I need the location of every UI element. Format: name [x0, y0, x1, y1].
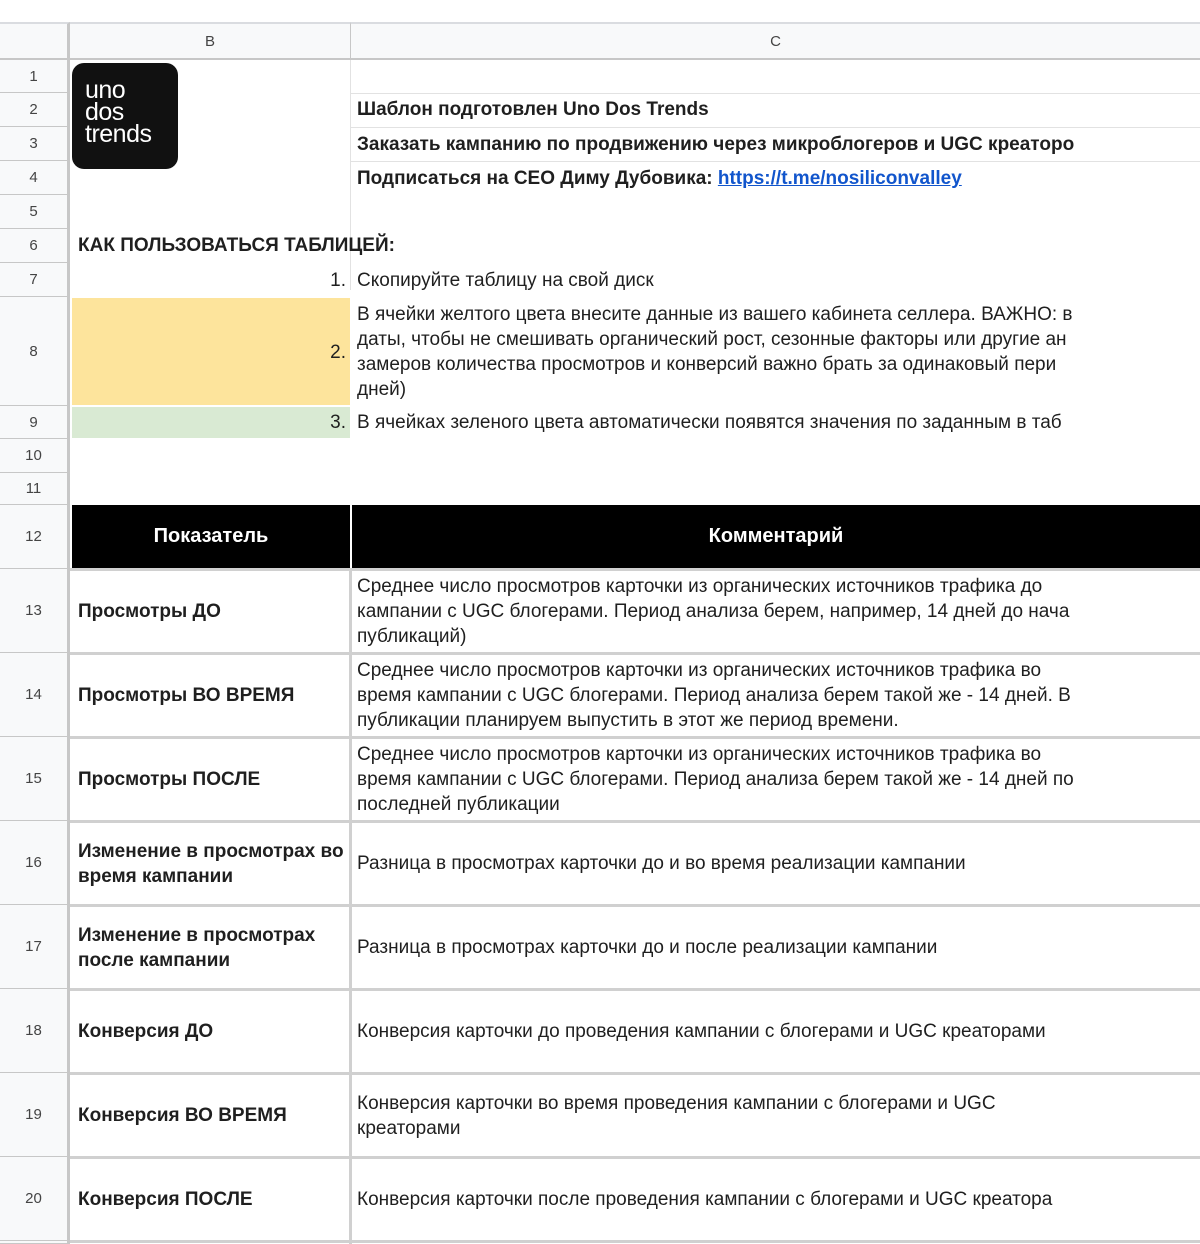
- row-divider: [70, 1240, 1200, 1243]
- row-header[interactable]: 10: [0, 439, 70, 473]
- metric-cell[interactable]: Изменение в просмотрах после кампании: [78, 924, 316, 971]
- metric-cell[interactable]: Просмотры ВО ВРЕМЯ: [78, 685, 295, 706]
- row-header[interactable]: 6: [0, 229, 70, 263]
- row-header[interactable]: 5: [0, 195, 70, 229]
- step-text: Скопируйте таблицу на свой диск: [357, 270, 654, 291]
- telegram-link[interactable]: https://t.me/nosiliconvalley: [717, 168, 962, 189]
- metric-cell[interactable]: Просмотры ПОСЛЕ: [78, 769, 261, 790]
- row-header[interactable]: 7: [0, 263, 70, 297]
- row-header[interactable]: 17: [0, 905, 70, 989]
- metric-cell[interactable]: Просмотры ДО: [78, 601, 221, 622]
- step-number: 2.: [330, 342, 346, 363]
- step-text: замеров количества просмотров и конверсий важно брать за одинаковый пери: [357, 354, 1057, 375]
- howto-title: КАК ПОЛЬЗОВАТЬСЯ ТАБЛИЦЕЙ:: [78, 235, 395, 256]
- gridline: [350, 161, 1200, 162]
- comment-cell[interactable]: Среднее число просмотров карточки из органических источников трафика до кампании с UGC блогерами. Период анализа берем, например, 14 дней до нача публикаций): [357, 576, 1070, 647]
- row-header[interactable]: 4: [0, 161, 70, 195]
- row-header[interactable]: 19: [0, 1073, 70, 1157]
- comment-cell[interactable]: Конверсия карточки до проведения кампании с блогерами и UGC креаторами: [357, 1021, 1046, 1042]
- comment-cell[interactable]: Конверсия карточки во время проведения кампании с блогерами и UGC креаторами: [357, 1092, 996, 1139]
- metric-cell[interactable]: Конверсия ВО ВРЕМЯ: [78, 1105, 287, 1126]
- row-header[interactable]: 3: [0, 127, 70, 161]
- row-header[interactable]: 11: [0, 473, 70, 505]
- row-header[interactable]: 15: [0, 737, 70, 821]
- comment-cell[interactable]: Среднее число просмотров карточки из органических источников трафика во время кампании с UGC блогерами. Период анализа берем такой же - 14 дней по последней публикации: [357, 744, 1074, 815]
- row-header[interactable]: 14: [0, 653, 70, 737]
- table-header-comment[interactable]: Комментарий: [352, 505, 1200, 568]
- step-text: даты, чтобы не смешивать органический рост, сезонные факторы или другие ан: [357, 329, 1067, 350]
- order-campaign-text: Заказать кампанию по продвижению через микроблогеров и UGC креаторо: [357, 134, 1075, 155]
- row-header[interactable]: 8: [0, 297, 70, 406]
- row-header[interactable]: 16: [0, 821, 70, 905]
- row-header[interactable]: 2: [0, 93, 70, 127]
- row-header[interactable]: 12: [0, 505, 70, 569]
- column-header-b[interactable]: B: [70, 22, 351, 60]
- column-header-c[interactable]: C: [351, 22, 1200, 60]
- row-header[interactable]: 9: [0, 406, 70, 439]
- gridline: [350, 127, 1200, 128]
- row-header[interactable]: 13: [0, 569, 70, 653]
- comment-cell[interactable]: Среднее число просмотров карточки из органических источников трафика во время кампании с UGC блогерами. Период анализа берем такой же - 14 дней. В публикации планируем выпустить в этот же период времени.: [357, 660, 1071, 731]
- step-text: В ячейки желтого цвета внесите данные из вашего кабинета селлера. ВАЖНО: в: [357, 304, 1073, 325]
- select-all-corner[interactable]: [0, 22, 70, 60]
- table-header-metric[interactable]: Показатель: [72, 505, 350, 568]
- step-number: 3.: [330, 412, 346, 433]
- step-text: В ячейках зеленого цвета автоматически появятся значения по заданным в таб: [357, 412, 1062, 433]
- row-header[interactable]: 18: [0, 989, 70, 1073]
- metric-cell[interactable]: Изменение в просмотрах во время кампании: [78, 840, 344, 887]
- gridline: [350, 93, 1200, 94]
- step-text: дней): [357, 379, 407, 400]
- uno-dos-trends-logo: uno dos trends: [72, 63, 178, 169]
- row-header[interactable]: 1: [0, 60, 70, 93]
- toolbar-strip: [0, 0, 1200, 22]
- comment-cell[interactable]: Конверсия карточки после проведения кампании с блогерами и UGC креатора: [357, 1189, 1053, 1210]
- comment-cell[interactable]: Разница в просмотрах карточки до и после реализации кампании: [357, 937, 938, 958]
- metric-cell[interactable]: Конверсия ДО: [78, 1021, 214, 1042]
- subscribe-line: Подписаться на CEO Диму Дубовика: https://t.me/nosiliconvalley: [357, 168, 962, 189]
- comment-cell[interactable]: Разница в просмотрах карточки до и во время реализации кампании: [357, 853, 966, 874]
- step-number: 1.: [330, 270, 346, 291]
- column-divider: [349, 568, 352, 1244]
- row-header[interactable]: 20: [0, 1157, 70, 1241]
- template-credit: Шаблон подготовлен Uno Dos Trends: [357, 99, 709, 120]
- metric-cell[interactable]: Конверсия ПОСЛЕ: [78, 1189, 253, 1210]
